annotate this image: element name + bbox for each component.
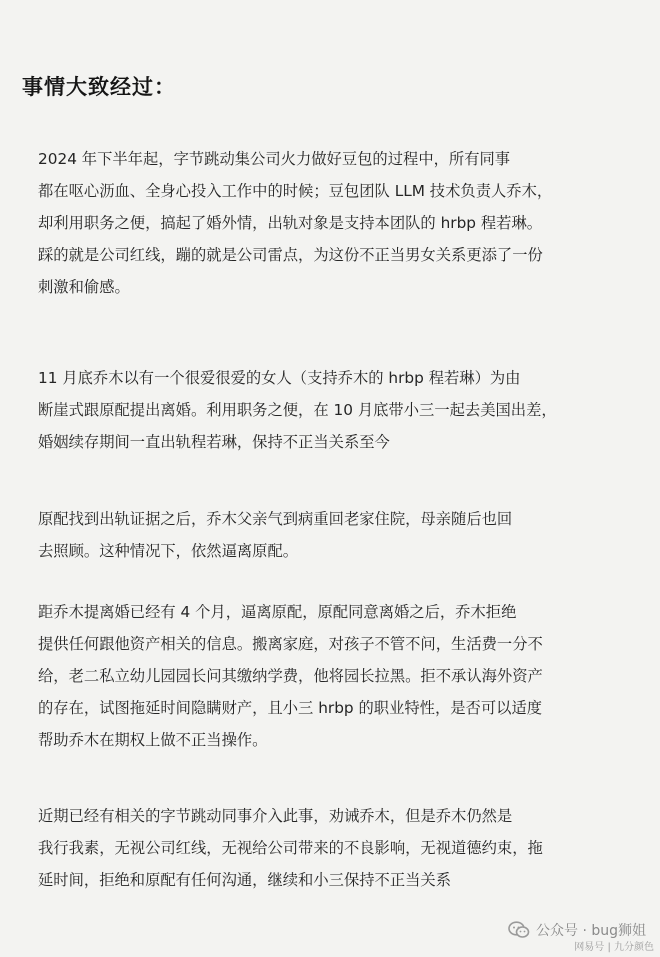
- paragraph-4: [38, 596, 626, 756]
- paragraph-line: 都在呕心沥血、全身心投入工作中的时候；豆包团队 LLM 技术负责人乔木，: [38, 182, 553, 200]
- wechat-official-account-icon: [508, 921, 530, 939]
- paragraph-line: 刺激和偷感。: [38, 278, 130, 296]
- paragraph-1: [38, 143, 626, 303]
- paragraph-line: 原配找到出轨证据之后，乔木父亲气到病重回老家住院，母亲随后也回: [38, 510, 513, 528]
- account-name: 公众号 · bug狮姐: [536, 923, 646, 939]
- paragraph-line: 断崖式跟原配提出离婚。利用职务之便，在 10 月底带小三一起去美国出差，: [38, 401, 557, 419]
- paragraph-line: 2024 年下半年起，字节跳动集公司火力做好豆包的过程中，所有同事: [38, 150, 511, 168]
- paragraph-line: 距乔木提离婚已经有 4 个月，逼离原配，原配同意离婚之后，乔木拒绝: [38, 603, 517, 621]
- section-heading: 事情大致经过：: [22, 75, 176, 99]
- paragraph-line: 近期已经有相关的字节跳动同事介入此事，劝诫乔木，但是乔木仍然是: [38, 807, 513, 825]
- paragraph-2: [38, 362, 626, 458]
- paragraph-line: 踩的就是公司红线，蹦的就是公司雷点，为这份不正当男女关系更添了一份: [38, 246, 543, 264]
- paragraph-3: [38, 503, 626, 567]
- paragraph-line: 帮助乔木在期权上做不正当操作。: [38, 731, 268, 749]
- paragraph-line: 提供任何跟他资产相关的信息。搬离家庭，对孩子不管不问，生活费一分不: [38, 635, 543, 653]
- paragraph-line: 给，老二私立幼儿园园长问其缴纳学费，他将园长拉黑。拒不承认海外资产: [38, 667, 543, 685]
- paragraph-line: 延时间，拒绝和原配有任何沟通，继续和小三保持不正当关系: [38, 871, 452, 889]
- paragraph-line: 我行我素，无视公司红线，无视给公司带来的不良影响，无视道德约束，拖: [38, 839, 543, 857]
- source-watermark: 网易号 | 九分颜色: [574, 942, 654, 953]
- paragraph-line: 的存在，试图拖延时间隐瞒财产，且小三 hrbp 的职业特性，是否可以适度: [38, 699, 543, 717]
- account-watermark: [508, 920, 646, 940]
- paragraph-line: 去照顾。这种情况下，依然逼离原配。: [38, 542, 299, 560]
- paragraph-line: 却利用职务之便，搞起了婚外情，出轨对象是支持本团队的 hrbp 程若琳。: [38, 214, 543, 232]
- paragraph-line: 婚姻续存期间一直出轨程若琳，保持不正当关系至今: [38, 433, 390, 451]
- paragraph-5: [38, 800, 626, 896]
- paragraph-line: 11 月底乔木以有一个很爱很爱的女人（支持乔木的 hrbp 程若琳）为由: [38, 369, 521, 387]
